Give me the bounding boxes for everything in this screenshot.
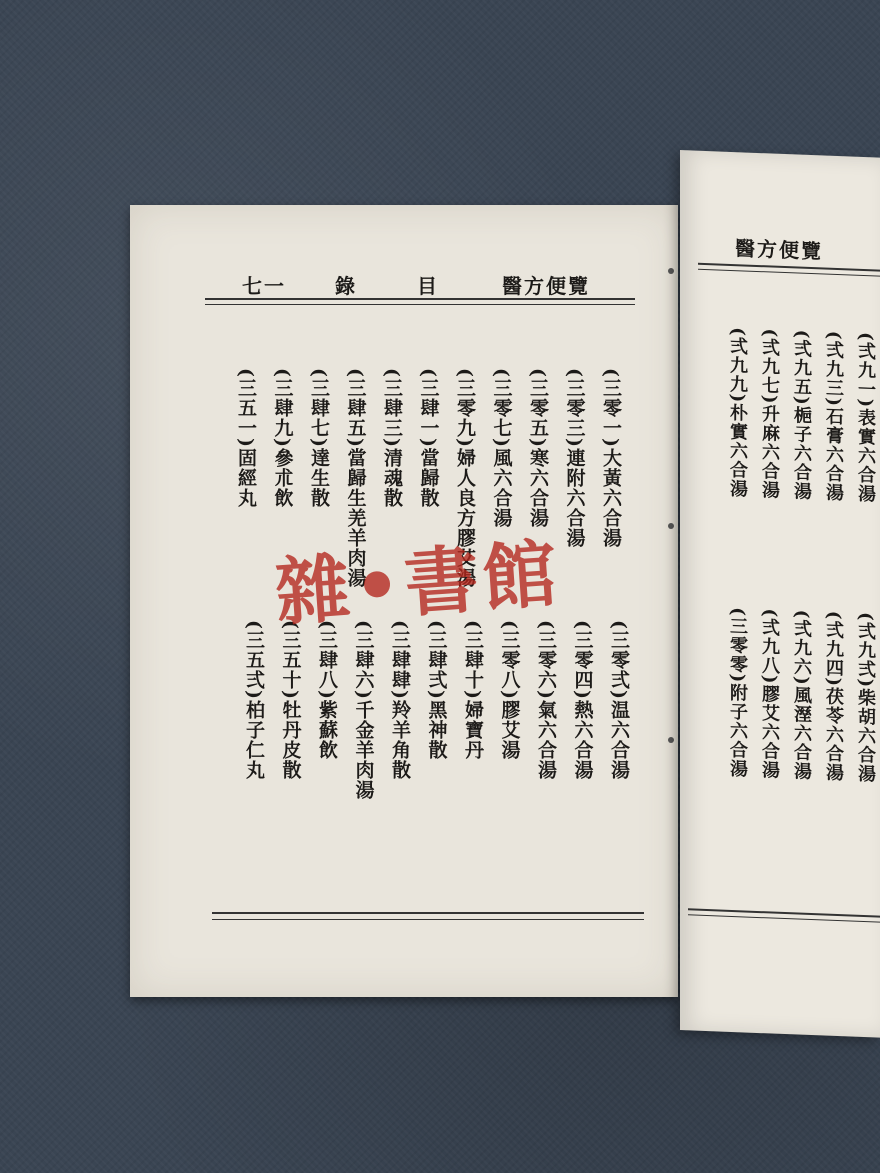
- contents-entry: (弍九六)風溼六合湯: [791, 609, 812, 782]
- contents-entry: (弍九八)膠艾六合湯: [759, 608, 780, 780]
- contents-entry: (三肆八)紫蘇飲: [316, 620, 338, 760]
- binding-hole: [668, 737, 674, 743]
- contents-entry: (三零六)氣六合湯: [535, 620, 557, 780]
- contents-entry: (三零一)大黃六合湯: [600, 368, 622, 548]
- contents-entry: (弍九四)茯苓六合湯: [823, 610, 844, 783]
- contents-entry: (弍九弍)柴胡六合湯: [855, 611, 876, 784]
- footer-rule-top: [212, 912, 644, 914]
- contents-entry: (三五十)牡丹皮散: [279, 620, 302, 780]
- header-rule-top: [205, 298, 635, 300]
- contents-entry: (三肆七)達生散: [308, 368, 330, 508]
- contents-entry: (三肆五)當歸生羌羊肉湯: [344, 368, 367, 588]
- contents-entry: (三零五)寒六合湯: [527, 368, 549, 528]
- right-book-title: 醫方便覽: [735, 236, 823, 264]
- binding-hole: [668, 523, 674, 529]
- contents-entry: (三肆一)當歸散: [417, 368, 440, 508]
- section-title-char-2: 錄: [335, 274, 357, 298]
- contents-entry: (三零三)連附六合湯: [563, 368, 586, 548]
- binding-hole: [668, 268, 674, 274]
- header-rule-bottom: [205, 304, 635, 305]
- contents-entry: (三肆六)千金羊肉湯: [352, 620, 375, 800]
- contents-entry: (三肆肆)羚羊角散: [389, 620, 411, 780]
- contents-entry: (三零零)附子六合湯: [727, 606, 748, 779]
- contents-entry: (三肆三)清魂散: [381, 368, 403, 508]
- contents-entry: (弍九九)朴實六合湯: [727, 326, 748, 499]
- footer-rule-bottom: [212, 919, 644, 920]
- red-seal-stamp: 雜•書館: [272, 531, 564, 637]
- contents-entry: (三零弍)温六合湯: [608, 620, 630, 780]
- contents-entry: (弍九三)石膏六合湯: [823, 330, 844, 503]
- contents-entry: (三肆九)參朮飲: [271, 368, 294, 508]
- page-number: 七一: [242, 274, 286, 298]
- contents-entry: (三五弍)柏子仁丸: [243, 620, 265, 780]
- contents-entry: (三五一)固經丸: [235, 368, 257, 508]
- section-title-char-1: 目: [417, 274, 439, 298]
- right-page: [680, 150, 880, 1038]
- contents-entry: (三肆十)婦寶丹: [462, 620, 484, 760]
- contents-entry: (三零四)熱六合湯: [571, 620, 594, 780]
- contents-entry: (三零八)膠艾湯: [498, 620, 521, 760]
- contents-entry: (三肆弍)黑神散: [425, 620, 448, 760]
- contents-entry: (弍九五)梔子六合湯: [791, 329, 812, 502]
- contents-entry: (弍九七)升麻六合湯: [759, 328, 780, 500]
- contents-entry: (弍九一)表實六合湯: [855, 331, 876, 504]
- contents-entry: (三零九)婦人良方膠艾湯: [454, 368, 476, 588]
- book-title: 醫方便覽: [502, 274, 590, 298]
- contents-entry: (三零七)風六合湯: [490, 368, 513, 528]
